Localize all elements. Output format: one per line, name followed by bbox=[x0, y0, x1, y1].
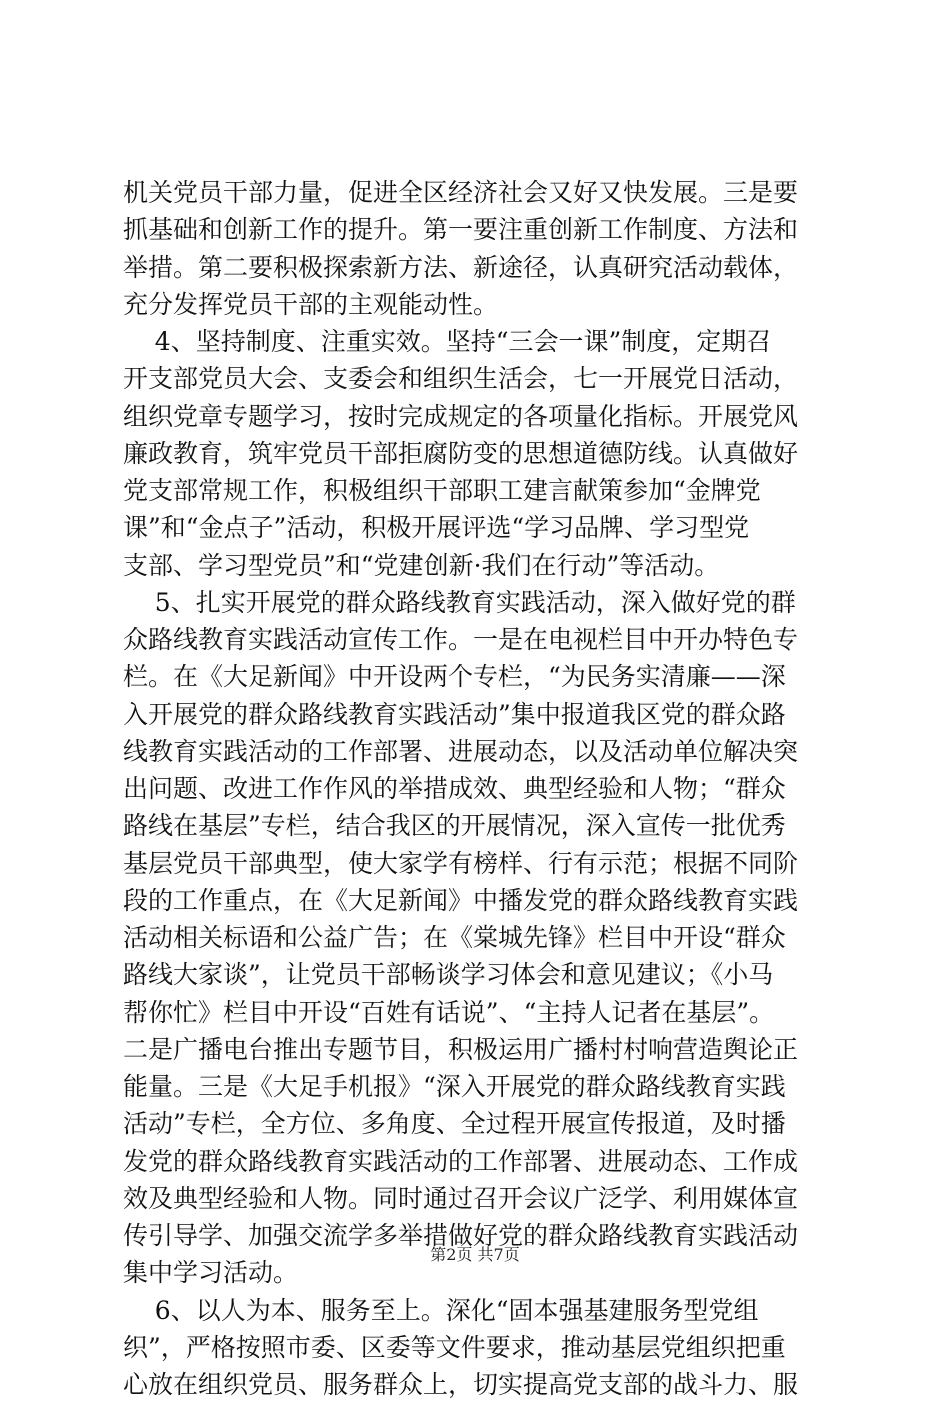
text-line: 能量。三是《大足手机报》“深入开展党的群众路线教育实践 bbox=[123, 1072, 786, 1101]
text-line: 路线大家谈”，让党员干部畅谈学习体会和意见建议；《小马 bbox=[123, 960, 774, 990]
text-line: 课”和“金点子”活动，积极开展评选“学习品牌、学习型党 bbox=[123, 513, 750, 543]
text-line: 二是广播电台推出专题节目，积极运用广播村村响营造舆论正 bbox=[123, 1034, 799, 1064]
text-line: 开支部党员大会、支委会和组织生活会，七一开展党日活动， bbox=[123, 364, 799, 394]
text-line: 传引导学、加强交流学多举措做好党的群众路线教育实践活动 bbox=[123, 1221, 799, 1250]
text-line: 帮你忙》栏目中开设“百姓有话说”、“主持人记者在基层”。 bbox=[123, 997, 775, 1027]
text-line: 举措。第二要积极探索新方法、新途径，认真研究活动载体， bbox=[123, 252, 799, 282]
text-line: 路线在基层”专栏，结合我区的开展情况，深入宣传一批优秀 bbox=[123, 811, 786, 841]
page-number-footer: 第2页 共7页 bbox=[430, 1245, 520, 1264]
text-line: 5、扎实开展党的群众路线教育实践活动，深入做好党的群 bbox=[123, 587, 796, 617]
text-line: 组织党章专题学习，按时完成规定的各项量化指标。开展党风 bbox=[123, 401, 799, 431]
text-line: 支部、学习型党员”和“党建创新·我们在行动”等活动。 bbox=[123, 550, 720, 580]
text-line: 活动”专栏，全方位、多角度、全过程开展宣传报道，及时播 bbox=[123, 1109, 786, 1139]
text-line: 廉政教育，筑牢党员干部拒腐防变的思想道德防线。认真做好 bbox=[123, 438, 799, 468]
text-line: 栏。在《大足新闻》中开设两个专栏，“为民务实清廉——深 bbox=[123, 662, 786, 692]
text-line: 充分发挥党员干部的主观能动性。 bbox=[123, 289, 499, 319]
text-line: 党支部常规工作，积极组织干部职工建言献策参加“金牌党 bbox=[123, 476, 761, 505]
text-line: 心放在组织党员、服务群众上，切实提高党支部的战斗力、服 bbox=[123, 1370, 799, 1399]
text-line: 4、坚持制度、注重实效。坚持“三会一课”制度，定期召 bbox=[123, 327, 772, 356]
text-line: 织”，严格按照市委、区委等文件要求，推动基层党组织把重 bbox=[123, 1332, 786, 1362]
text-line: 段的工作重点，在《大足新闻》中播发党的群众路线教育实践 bbox=[123, 885, 799, 915]
text-line: 众路线教育实践活动宣传工作。一是在电视栏目中开办特色专 bbox=[123, 625, 799, 654]
text-line: 6、以人为本、服务至上。深化“固本强基建服务型党组 bbox=[123, 1295, 759, 1325]
body-text bbox=[123, 174, 843, 1403]
text-line: 出问题、改进工作作风的举措成效、典型经验和人物；“群众 bbox=[123, 774, 786, 803]
text-line: 集中学习活动。 bbox=[123, 1258, 299, 1288]
text-line: 抓基础和创新工作的提升。第一要注重创新工作制度、方法和 bbox=[123, 215, 799, 245]
text-line: 机关党员干部力量，促进全区经济社会又好又快发展。三是要 bbox=[123, 178, 799, 207]
text-line: 线教育实践活动的工作部署、进展动态，以及活动单位解决突 bbox=[123, 736, 799, 766]
text-line: 活动相关标语和公益广告；在《棠城先锋》栏目中开设“群众 bbox=[123, 923, 786, 952]
text-line: 发党的群众路线教育实践活动的工作部署、进展动态、工作成 bbox=[123, 1146, 799, 1176]
text-line: 入开展党的群众路线教育实践活动”集中报道我区党的群众路 bbox=[123, 699, 786, 729]
text-line: 效及典型经验和人物。同时通过召开会议广泛学、利用媒体宣 bbox=[123, 1183, 799, 1213]
text-line: 基层党员干部典型，使大家学有榜样、行有示范；根据不同阶 bbox=[123, 848, 799, 878]
